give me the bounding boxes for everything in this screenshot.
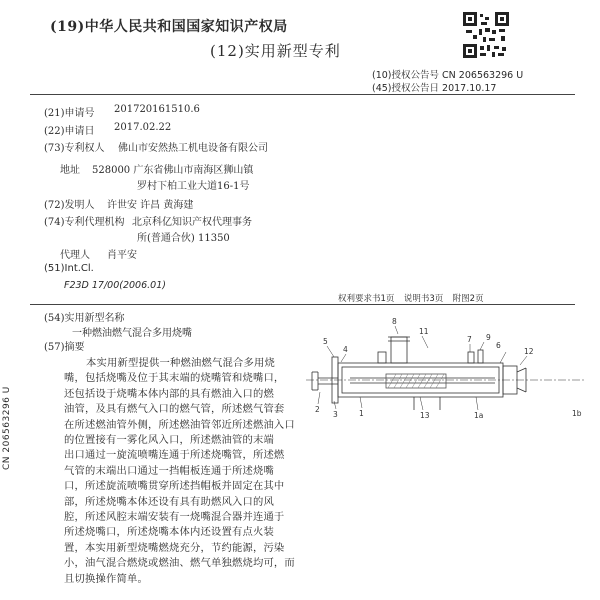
figure-reference-label: 2 — [315, 405, 320, 414]
address-line-2: 罗村下柏工业大道16-1号 — [137, 181, 250, 192]
filing-date: 2017.02.22 — [114, 122, 172, 133]
agent: 肖平安 — [107, 250, 137, 261]
qr-code-icon — [463, 12, 509, 58]
side-publication-code: CN 206563296 U — [2, 386, 12, 470]
abstract-line: 部，所述烧嘴本体还设有具有助燃风入口的风 — [64, 495, 274, 508]
patentee-label: (73)专利权人 — [44, 143, 105, 154]
abstract-line: 在所述燃油管外侧，所述燃油管邻近所述燃油入口 — [64, 418, 295, 431]
abstract-line: 还包括设于烧嘴本体内部的具有燃油入口的燃 — [64, 387, 274, 400]
figure-reference-label: 12 — [524, 347, 534, 356]
agency-label: (74)专利代理机构 — [44, 217, 125, 228]
abstract-line: 嘴，包括烧嘴及位于其末端的烧嘴管和烧嘴口， — [64, 372, 285, 385]
figure-reference-label: 5 — [323, 337, 328, 346]
abstract-line: 口，所述旋流喷嘴贯穿所述挡帽板并固定在其中 — [64, 480, 285, 493]
utility-model-title-label: (54)实用新型名称 — [44, 313, 125, 324]
abstract-line: 的位置接有一雾化风入口，所述燃油管的末端 — [64, 434, 274, 446]
abstract-line: 所述烧嘴口，所述烧嘴本体内还设置有点火装 — [64, 526, 274, 539]
agency-line-1: 北京科亿知识产权代理事务 — [132, 217, 252, 228]
abstract-line: 油管，及具有燃气入口的燃气管，所述燃气管套 — [64, 403, 285, 416]
section-divider — [30, 304, 575, 305]
abstract-line: 出口通过一旋流喷嘴连通于所述烧嘴管，所述燃 — [64, 449, 285, 462]
publication-date: (45)授权公告日 2017.10.17 — [372, 83, 497, 94]
figure-reference-label: 7 — [467, 335, 472, 344]
figure-reference-label: 8 — [392, 317, 397, 326]
ipc-code: F23D 17/00(2006.01) — [64, 280, 166, 291]
figure-reference-label: 6 — [496, 341, 501, 350]
patentee: 佛山市安然热工机电设备有限公司 — [118, 143, 268, 154]
figure-reference-label: 1b — [572, 409, 582, 418]
ipc-label: (51)Int.Cl. — [44, 263, 94, 274]
figure-reference-label: 1 — [359, 409, 364, 418]
abstract-line: 置，本实用新型烧嘴燃烧充分，节约能源，污染 — [64, 541, 285, 554]
office-title: (19)中华人民共和国国家知识产权局 — [50, 19, 288, 35]
abstract-line: 本实用新型提供一种燃油燃气混合多用烧 — [86, 357, 275, 369]
header-divider — [30, 94, 575, 95]
document-type-title: (12)实用新型专利 — [210, 42, 341, 60]
figure-reference-label: 13 — [420, 411, 430, 420]
publication-number: (10)授权公告号 CN 206563296 U — [372, 70, 524, 81]
figure-reference-label: 9 — [486, 333, 491, 342]
utility-model-title: 一种燃油燃气混合多用烧嘴 — [72, 328, 192, 339]
filing-date-label: (22)申请日 — [44, 126, 95, 137]
abstract-line: 且切换操作简单。 — [64, 572, 148, 585]
inventors: 许世安 许昌 黄海建 — [107, 200, 194, 211]
application-number-label: (21)申请号 — [44, 108, 95, 119]
agent-label: 代理人 — [60, 250, 90, 261]
abstract-line: 气管的末端出口通过一挡帽板连通于所述烧嘴 — [64, 464, 274, 477]
abstract-line: 腔，所述风腔末端安装有一烧嘴混合器并连通于 — [64, 511, 285, 523]
figure-reference-label: 3 — [333, 410, 338, 419]
address-line-1: 528000 广东省佛山市南海区狮山镇 — [92, 165, 254, 176]
abstract-line: 小，油气混合燃烧或燃油、燃气单独燃烧均可，而 — [64, 557, 295, 570]
figure-reference-label: 1a — [474, 411, 484, 420]
inventor-label: (72)发明人 — [44, 200, 95, 211]
page-count-info: 权利要求书1页 说明书3页 附图2页 — [338, 294, 484, 304]
address-label: 地址 — [60, 165, 80, 176]
figure-reference-label: 11 — [419, 327, 429, 336]
figure-reference-label: 4 — [343, 345, 348, 354]
application-number: 201720161510.6 — [114, 104, 200, 115]
agency-line-2: 所(普通合伙) 11350 — [137, 233, 230, 244]
abstract-label: (57)摘要 — [44, 342, 85, 353]
